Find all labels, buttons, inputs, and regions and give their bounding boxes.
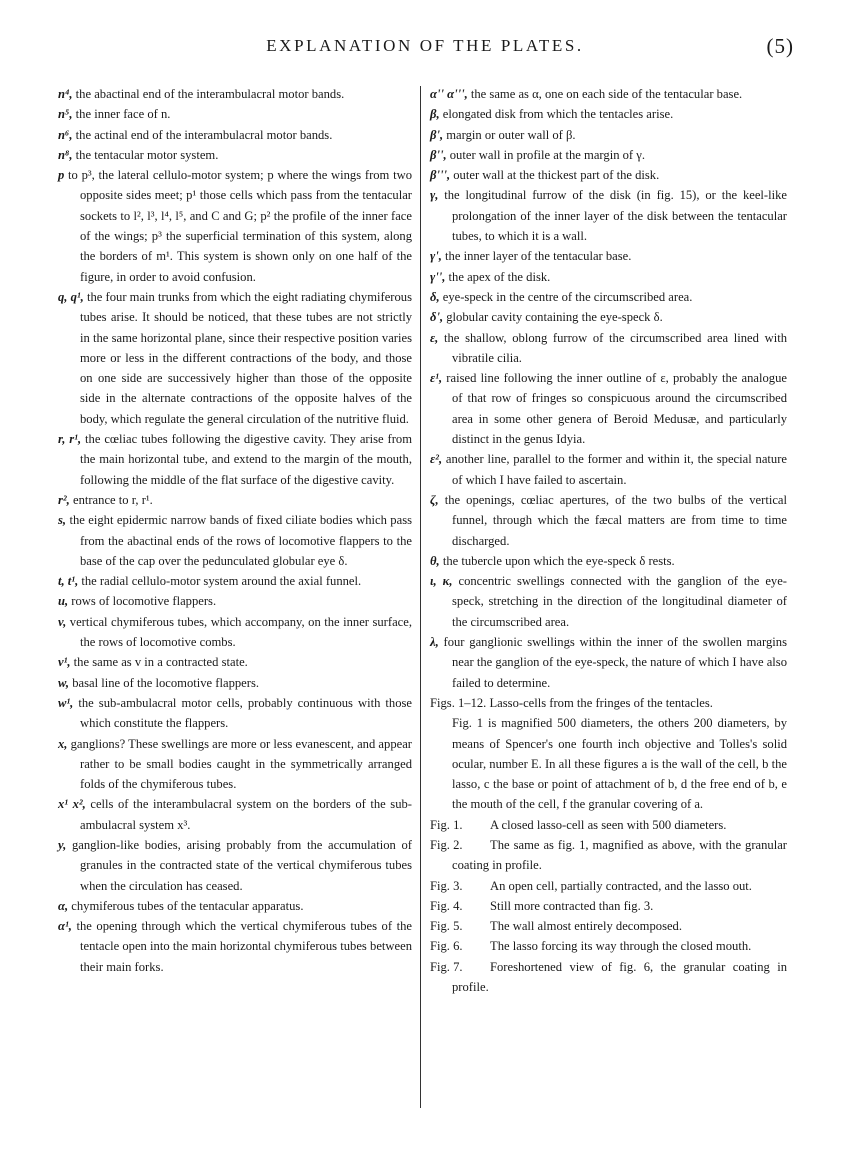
legend-description: the four main trunks from which the eight radiating chymiferous tubes arise. It should be noticed, that these tubes are not strictly in the same horizontal plane, since their respective position varies more or less in the different contractions of the body, and those on one side are successively higher than those of the opposite side in the alternate contractions of the opposite halves of the body, which regulate the general circulation of the nutritive fluid. xyxy=(80,289,412,426)
figure-caption xyxy=(430,957,787,998)
legend-entry xyxy=(58,916,412,977)
legend-symbol: γ', xyxy=(430,249,442,264)
legend-symbol: y, xyxy=(58,837,67,852)
figure-number: Fig. 4. xyxy=(430,898,463,913)
legend-description: eye-speck in the centre of the circumscribed area. xyxy=(439,289,693,304)
legend-description: ganglion-like bodies, arising probably from the accumulation of granules in the contracted state of the vertical chymiferous tubes when the circulation has ceased. xyxy=(66,837,412,893)
legend-symbol: θ, xyxy=(430,553,440,568)
figs-intro-detail: Fig. 1 is magnified 500 diameters, the others 200 diameters, by means of Spencer's one fourth inch objective and Tolles's solid ocular, number E. In all these figures a is the wall of the cell, b the lasso, c the base or point of attachment of b, d the free end of b, e the mouth of the cell, f the granular covering of a. xyxy=(452,716,787,812)
legend-description: chymiferous tubes of the tentacular apparatus. xyxy=(68,898,304,913)
legend-symbol: λ, xyxy=(430,635,439,650)
legend-description: raised line following the inner outline of ε, probably the analogue of that row of fringes so conspicuous around the circumscribed area in some other genera of Beroid Medusæ, and particularly distinct in the genus Idyia. xyxy=(442,371,787,447)
legend-description: the eight epidermic narrow bands of fixed ciliate bodies which pass from the abactinal ends of the rows of locomotive flappers to the base of the cap over the pedunculated globular eye δ. xyxy=(66,513,412,568)
legend-entry xyxy=(430,267,787,287)
figure-caption xyxy=(430,916,787,936)
legend-description: entrance to r, r¹. xyxy=(69,492,153,507)
legend-description: four ganglionic swellings within the inner of the swollen margins near the ganglion of the eye-speck, the nature of which I have also failed to determine. xyxy=(438,635,787,690)
legend-description: vertical chymiferous tubes, which accompany, on the inner surface, the rows of locomotive combs. xyxy=(66,614,412,650)
legend-entry xyxy=(58,673,412,693)
legend-entry xyxy=(430,287,787,307)
figure-number: Fig. 3. xyxy=(430,878,463,893)
legend-entry xyxy=(58,571,412,591)
legend-description: the tubercle upon which the eye-speck δ rests. xyxy=(439,553,675,568)
legend-entry xyxy=(430,145,787,165)
legend-entry xyxy=(58,835,412,896)
legend-entry xyxy=(58,490,412,510)
legend-symbol: p xyxy=(58,168,65,183)
column-divider xyxy=(420,86,421,1108)
legend-symbol: v¹, xyxy=(58,655,71,670)
legend-description: globular cavity containing the eye-speck δ. xyxy=(443,310,663,325)
legend-entry xyxy=(430,551,787,571)
legend-entry xyxy=(430,185,787,246)
legend-description: margin or outer wall of β. xyxy=(443,127,576,142)
legend-description: outer wall in profile at the margin of γ. xyxy=(446,147,645,162)
legend-symbol: s, xyxy=(58,513,67,528)
legend-entry xyxy=(430,84,787,104)
figure-description: The wall almost entirely decomposed. xyxy=(490,919,682,934)
legend-symbol: n⁶, xyxy=(58,127,73,142)
legend-symbol: w, xyxy=(58,675,70,690)
legend-description: the shallow, oblong furrow of the circumscribed area lined with vibratile cilia. xyxy=(438,330,787,365)
legend-entry xyxy=(58,896,412,916)
legend-description: the openings, cœliac apertures, of the two bulbs of the vertical funnel, through which the fæcal matters are from time to time discharged. xyxy=(438,492,787,548)
page-header xyxy=(0,34,850,64)
legend-description: rows of locomotive flappers. xyxy=(68,594,217,609)
legend-symbol: u, xyxy=(58,594,69,609)
legend-symbol: β'', xyxy=(430,147,447,162)
figs-intro-text: Lasso-cells from the fringes of the tentacles. xyxy=(486,695,713,710)
legend-entry xyxy=(58,104,412,124)
legend-description: another line, parallel to the former and within it, the special nature of which I have failed to ascertain. xyxy=(442,452,787,487)
page-number: (5) xyxy=(766,34,794,58)
figure-description: Foreshortened view of fig. 6, the granular coating in profile. xyxy=(452,959,787,995)
legend-description: the radial cellulo-motor system around the axial funnel. xyxy=(78,574,362,589)
legend-symbol: ζ, xyxy=(430,492,439,507)
legend-symbol: δ, xyxy=(430,289,440,304)
figs-intro xyxy=(430,693,787,713)
legend-entry xyxy=(58,652,412,672)
legend-description: the inner layer of the tentacular base. xyxy=(441,249,632,264)
legend-symbol: w¹, xyxy=(58,695,74,710)
figure-caption xyxy=(430,815,787,835)
legend-entry xyxy=(430,490,787,551)
legend-description: ganglions? These swellings are more or less evanescent, and appear rather to be small bodies caught in the symmetrically arranged folds of the chymiferous tubes. xyxy=(67,736,412,792)
right-column xyxy=(430,84,787,997)
legend-symbol: n⁸, xyxy=(58,147,73,162)
legend-description: the same as v in a contracted state. xyxy=(70,655,248,670)
legend-description: basal line of the locomotive flappers. xyxy=(69,675,259,690)
legend-description: concentric swellings connected with the ganglion of the eye-speck, stretching in the direction of the longitudinal diameter of the circumscribed area. xyxy=(452,574,787,629)
figure-caption xyxy=(430,835,787,876)
legend-description: the abactinal end of the interambulacral motor bands. xyxy=(72,87,345,101)
legend-entry xyxy=(430,368,787,449)
legend-symbol: δ', xyxy=(430,310,444,325)
legend-symbol: α'' α''', xyxy=(430,87,468,101)
figs-intro-lead: Figs. 1–12. xyxy=(430,695,487,710)
legend-entry xyxy=(430,307,787,327)
left-column xyxy=(58,84,412,977)
figure-number: Fig. 6. xyxy=(430,939,463,954)
figure-description: The lasso forcing its way through the closed mouth. xyxy=(490,939,752,954)
page-title: EXPLANATION OF THE PLATES. xyxy=(266,36,584,55)
figure-caption xyxy=(430,936,787,956)
legend-symbol: γ'', xyxy=(430,269,446,284)
figure-caption xyxy=(430,876,787,896)
legend-symbol: β, xyxy=(430,107,440,122)
legend-description: the longitudinal furrow of the disk (in fig. 15), or the keel-like prolongation of the inner layer of the disk between the tentacular tubes, to which it is a wall. xyxy=(438,188,787,244)
legend-symbol: q, q¹, xyxy=(58,289,84,304)
legend-description: the actinal end of the interambulacral motor bands. xyxy=(72,127,333,142)
legend-entry xyxy=(58,84,412,104)
legend-entry xyxy=(58,591,412,611)
figure-description: Still more contracted than fig. 3. xyxy=(490,898,654,913)
legend-symbol: β', xyxy=(430,127,444,142)
legend-entry xyxy=(58,510,412,571)
legend-description: elongated disk from which the tentacles arise. xyxy=(439,107,674,122)
legend-entry xyxy=(58,734,412,795)
legend-description: the opening through which the vertical chymiferous tubes of the tentacle open into the main horizontal chymiferous tubes between their main forks. xyxy=(71,919,412,974)
legend-symbol: ε, xyxy=(430,330,439,345)
figure-description: A closed lasso-cell as seen with 500 diameters. xyxy=(490,817,727,832)
legend-entry xyxy=(430,104,787,124)
figure-number: Fig. 7. xyxy=(430,959,463,974)
legend-description: the apex of the disk. xyxy=(445,269,551,284)
legend-entry xyxy=(430,165,787,185)
legend-entry xyxy=(58,145,412,165)
legend-description: the tentacular motor system. xyxy=(72,147,219,162)
legend-symbol: x, xyxy=(58,736,68,751)
right-column-entries xyxy=(430,84,787,693)
legend-entry xyxy=(58,287,412,429)
legend-symbol: t, t¹, xyxy=(58,574,79,589)
legend-symbol: ι, κ, xyxy=(430,574,453,589)
legend-symbol: ε¹, xyxy=(430,371,443,386)
legend-entry xyxy=(58,165,412,287)
legend-entry xyxy=(430,328,787,369)
legend-entry xyxy=(430,125,787,145)
legend-description: to p³, the lateral cellulo-motor system; p where the wings from two opposite sides meet; p¹ those cells which pass from the tentacular sockets to l², l³, l⁴, l⁵, and C and G; p² the profile of the inner face of the wings; p³ the superficial termination of this system, along the borders of m¹. This system is shown only on one half of the figure, in order to avoid confusion. xyxy=(64,168,412,284)
legend-entry xyxy=(430,571,787,632)
legend-entry xyxy=(58,125,412,145)
figure-number: Fig. 2. xyxy=(430,837,463,852)
figure-number: Fig. 5. xyxy=(430,919,463,934)
figure-caption xyxy=(430,896,787,916)
legend-symbol: n⁵, xyxy=(58,107,73,122)
legend-symbol: v, xyxy=(58,614,67,629)
legend-entry xyxy=(58,693,412,734)
legend-description: the sub-ambulacral motor cells, probably continuous with those which constitute the flappers. xyxy=(73,695,412,731)
legend-description: outer wall at the thickest part of the disk. xyxy=(450,168,660,183)
legend-symbol: x¹ x², xyxy=(58,797,86,812)
legend-symbol: β''', xyxy=(430,168,451,183)
legend-entry xyxy=(430,449,787,490)
legend-symbol: γ, xyxy=(430,188,439,203)
figure-list xyxy=(430,815,787,998)
legend-entry xyxy=(58,612,412,653)
legend-description: cells of the interambulacral system on the borders of the sub-ambulacral system x³. xyxy=(80,797,412,832)
legend-symbol: α, xyxy=(58,898,69,913)
legend-description: the cœliac tubes following the digestive cavity. They arise from the main horizontal tube, and extend to the margin of the mouth, following the middle of the flat surface of the digestive cavity. xyxy=(80,432,412,487)
legend-symbol: ε², xyxy=(430,452,443,467)
legend-symbol: r, r¹, xyxy=(58,432,82,447)
legend-entry xyxy=(430,246,787,266)
legend-entry xyxy=(58,794,412,835)
legend-description: the inner face of n. xyxy=(72,107,171,122)
figure-description: The same as fig. 1, magnified as above, with the granular coating in profile. xyxy=(452,837,787,873)
legend-description: the same as α, one on each side of the tentacular base. xyxy=(467,87,743,101)
figure-description: An open cell, partially contracted, and the lasso out. xyxy=(490,878,752,893)
legend-symbol: n⁴, xyxy=(58,87,73,101)
legend-entry xyxy=(430,632,787,693)
legend-symbol: r², xyxy=(58,492,70,507)
legend-symbol: α¹, xyxy=(58,919,72,934)
legend-entry xyxy=(58,429,412,490)
figure-number: Fig. 1. xyxy=(430,817,463,832)
